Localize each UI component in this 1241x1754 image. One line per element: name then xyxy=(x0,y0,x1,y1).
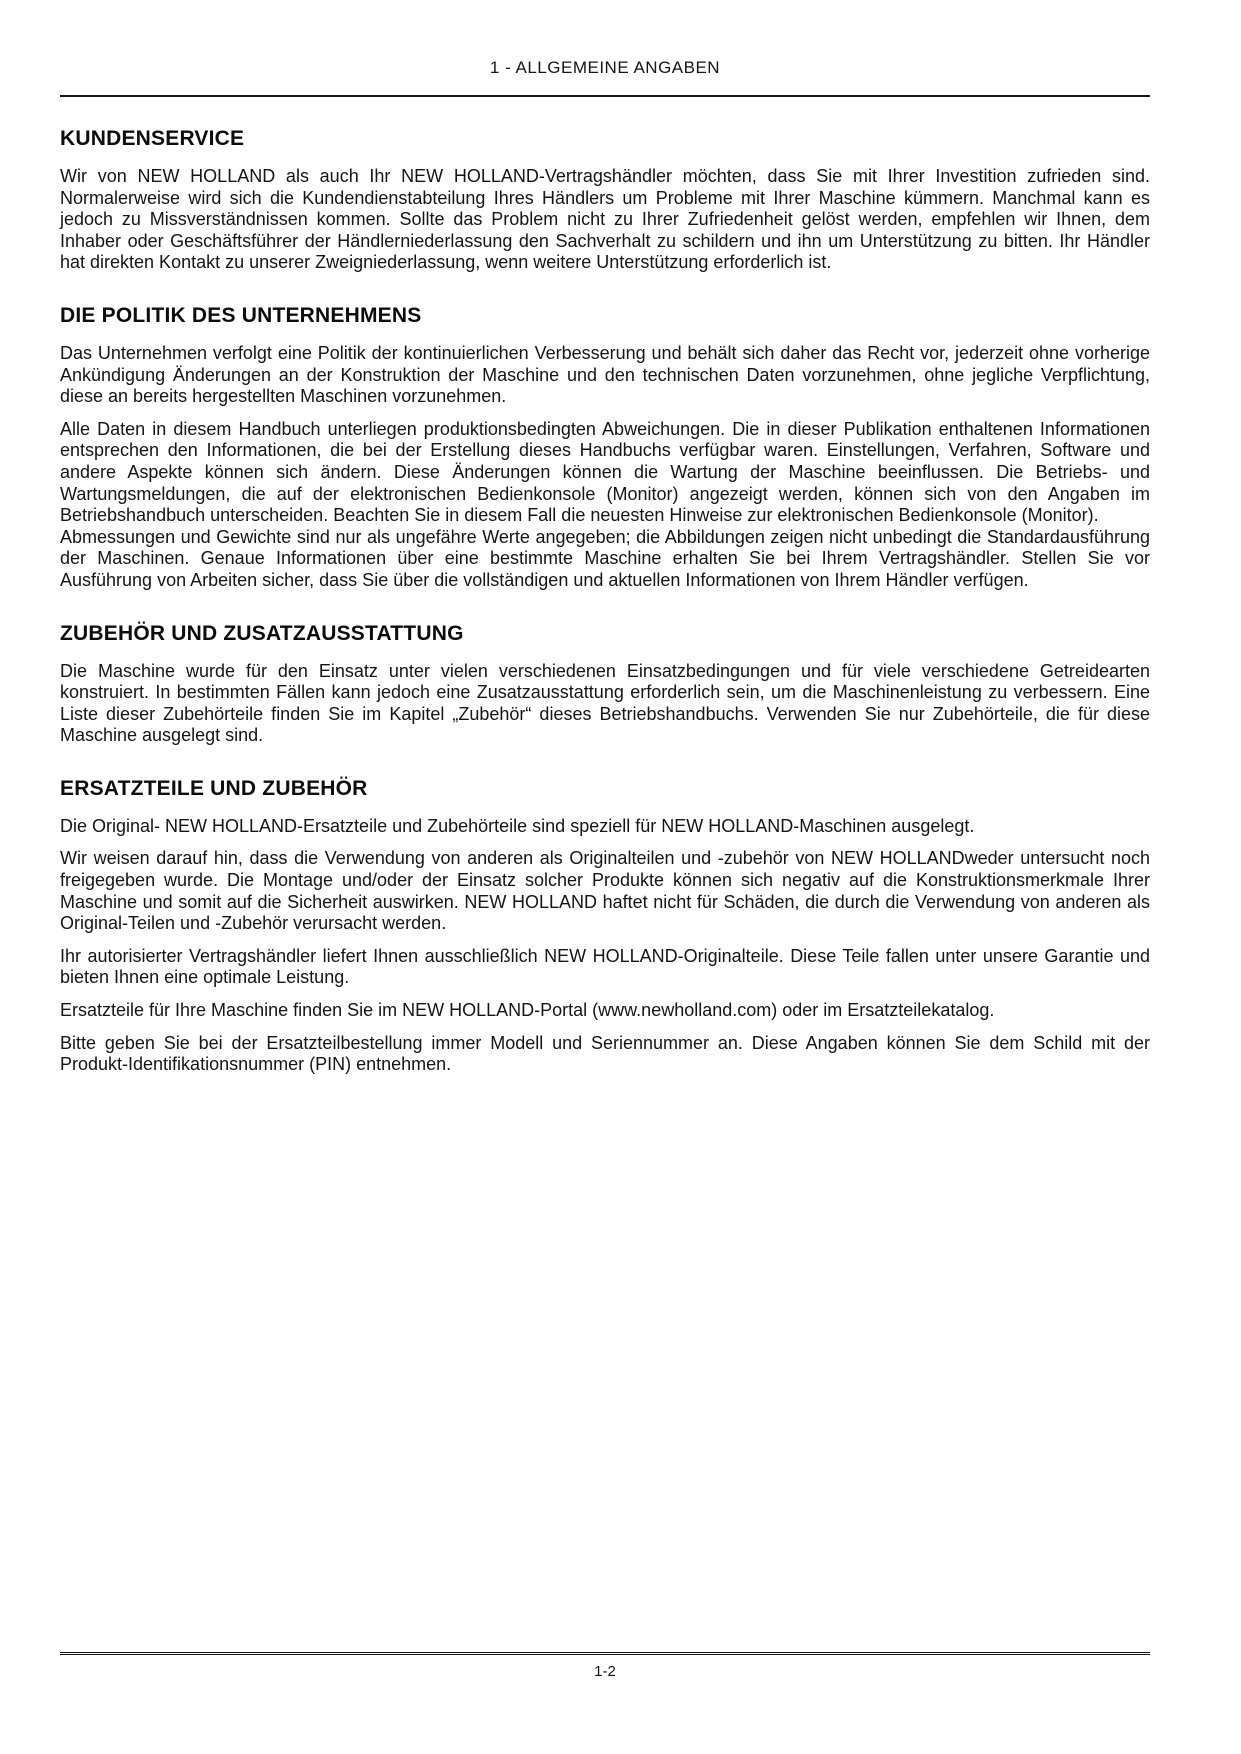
page-footer xyxy=(60,1652,1150,1680)
paragraph: Bitte geben Sie bei der Ersatzteilbestellung immer Modell und Seriennummer an. Diese Angaben können Sie dem Schild mit der Produkt-Identifikationsnummer (PIN) entnehmen. xyxy=(60,1032,1150,1075)
section-heading-politik: DIE POLITIK DES UNTERNEHMENS xyxy=(60,303,422,327)
paragraph: Alle Daten in diesem Handbuch unterliegen produktionsbedingten Abweichungen. Die in dieser Publikation enthaltenen Informationen entsprechen den Informationen, die bei der Erstellung dieses Handbuchs verfügbar waren. Einstellungen, Verfahren, Software und andere Aspekte können sich ändern. Diese Änderungen können die Wartung der Maschine beeinflussen. Die Betriebs- und Wartungsmeldungen, die auf der elektronischen Bedienkonsole (Monitor) angezeigt werden, können sich von den Angaben im Betriebshandbuch unterscheiden. Beachten Sie in diesem Fall die neuesten Hinweise zur elektronischen Bedienkonsole (Monitor). xyxy=(60,418,1150,526)
paragraph: Wir von NEW HOLLAND als auch Ihr NEW HOLLAND-Vertragshändler möchten, dass Sie mit Ihrer Investition zufrieden sind. Normalerweise wird sich die Kundendienstabteilung Ihres Händlers um Probleme mit Ihrer Maschine kümmern. Manchmal kann es jedoch zu Missverständnissen kommen. Sollte das Problem nicht zu Ihrer Zufriedenheit gelöst werden, empfehlen wir Ihnen, dem Inhaber oder Geschäftsführer der Händlerniederlassung den Sachverhalt zu schildern und ihn um Unterstützung zu bitten. Ihr Händler hat direkten Kontakt zu unserer Zweigniederlassung, wenn weitere Unterstützung erforderlich ist. xyxy=(60,166,1150,273)
page-number: 1-2 xyxy=(594,1663,616,1680)
paragraph: Abmessungen und Gewichte sind nur als ungefähre Werte angegeben; die Abbildungen zeigen nicht unbedingt die Standardausführung der Maschinen. Genaue Informationen über eine bestimmte Maschine erhalten Sie bei Ihrem Vertragshändler. Stellen Sie vor Ausführung von Arbeiten sicher, dass Sie über die vollständigen und aktuellen Informationen von Ihrem Händler verfügen. xyxy=(60,526,1150,590)
section-heading-kundenservice: KUNDENSERVICE xyxy=(60,127,245,150)
header-rule xyxy=(60,95,1150,97)
paragraph: Ihr autorisierter Vertragshändler liefert Ihnen ausschließlich NEW HOLLAND-Originalteile. Diese Teile fallen unter unsere Garantie und bieten Ihnen eine optimale Leistung. xyxy=(60,945,1150,988)
paragraph: Ersatzteile für Ihre Maschine finden Sie im NEW HOLLAND-Portal (www.newholland.com) oder im Ersatzteilekatalog. xyxy=(60,1000,995,1021)
section-heading-ersatzteile: ERSATZTEILE UND ZUBEHÖR xyxy=(60,776,368,800)
paragraph: Die Original- NEW HOLLAND-Ersatzteile und Zubehörteile sind speziell für NEW HOLLAND-Maschinen ausgelegt. xyxy=(60,815,975,836)
paragraph: Die Maschine wurde für den Einsatz unter vielen verschiedenen Einsatzbedingungen und für viele verschiedene Getreidearten konstruiert. In bestimmten Fällen kann jedoch eine Zusatzausstattung erforderlich sein, um die Maschinenleistung zu verbessern. Eine Liste dieser Zubehörteile finden Sie im Kapitel „Zubehör“ dieses Betriebshandbuchs. Verwenden Sie nur Zubehörteile, die für diese Maschine ausgelegt sind. xyxy=(60,660,1150,746)
paragraph: Wir weisen darauf hin, dass die Verwendung von anderen als Originalteilen und -zubehör von NEW HOLLANDweder untersucht noch freigegeben wurde. Die Montage und/oder der Einsatz solcher Produkte können sich negativ auf die Konstruktionsmerkmale Ihrer Maschine und somit auf die Sicherheit auswirken. NEW HOLLAND haftet nicht für Schäden, die durch die Verwendung von anderen als Original-Teilen und -Zubehör verursacht werden. xyxy=(60,848,1150,934)
section-heading-zubehoer: ZUBEHÖR UND ZUSATZAUSSTATTUNG xyxy=(60,621,464,645)
running-header: 1 - ALLGEMEINE ANGABEN xyxy=(489,58,721,77)
page-content xyxy=(60,58,1150,1087)
footer-rule xyxy=(60,1652,1150,1655)
paragraph: Das Unternehmen verfolgt eine Politik der kontinuierlichen Verbesserung und behält sich daher das Recht vor, jederzeit ohne vorherige Ankündigung Änderungen an der Konstruktion der Maschine und den technischen Daten vorzunehmen, ohne jegliche Verpflichtung, diese an bereits hergestellten Maschinen vorzunehmen. xyxy=(60,342,1150,407)
